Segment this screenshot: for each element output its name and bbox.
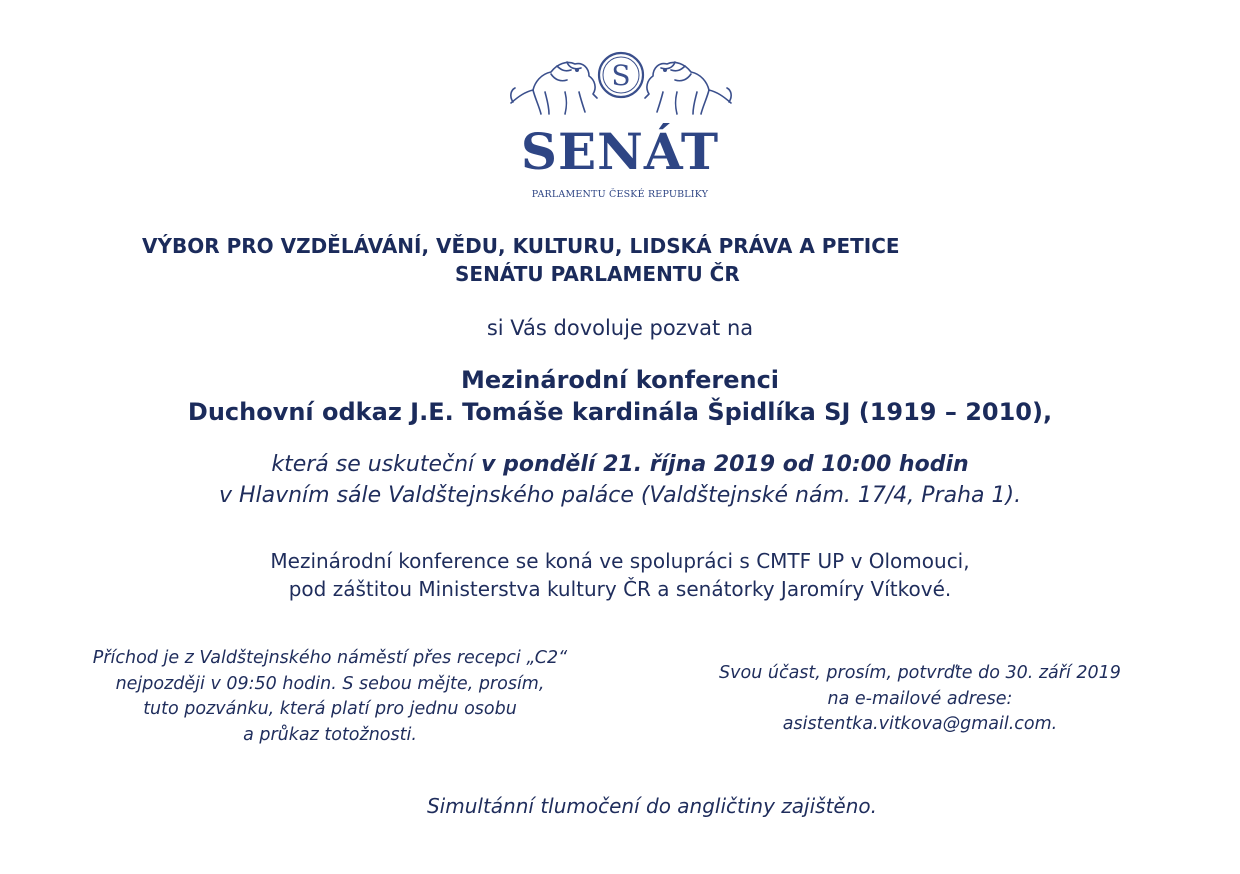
cooperation-line-2: pod záštitou Ministerstva kultury ČR a senátorky Jaromíry Vítkové. (288, 577, 952, 601)
committee-line-2: SENÁTU PARLAMENTU ČR (455, 262, 740, 286)
cooperation-line-1: Mezinárodní konference se koná ve spolupráci s CMTF UP v Olomouci, (270, 549, 970, 573)
rsvp-email[interactable]: asistentka.vitkova@gmail.com. (782, 714, 1058, 734)
schedule-date-line (0, 449, 1240, 480)
arrival-line-2: nejpozději v 09:50 hodin. S sebou mějte, prosím, (115, 673, 545, 694)
conference-title-line-2: Duchovní odkaz J.E. Tomáše kardinála Špidlíka SJ (1919 – 2010), (187, 398, 1053, 426)
rsvp-line-2: na e-mailové adrese: (827, 688, 1013, 709)
conference-title-line-1: Mezinárodní konferenci (460, 366, 780, 394)
emblem-letter: S (611, 59, 631, 92)
invitation-text: si Vás dovoluje pozvat na (486, 316, 754, 340)
schedule-date-time: v pondělí 21. října 2019 od 10:00 hodin (481, 452, 969, 477)
schedule-block (0, 449, 1240, 511)
arrival-line-3: tuto pozvánku, která platí pro jednu osobu (143, 699, 517, 719)
senate-name: SENÁT (520, 122, 720, 181)
conference-title (0, 364, 1240, 428)
left-lion-icon (511, 62, 597, 114)
cooperation-block (0, 547, 1240, 603)
arrival-line-4: a průkaz totožnosti. (243, 724, 417, 745)
schedule-venue: v Hlavním sále Valdštejnského paláce (Valdštejnské nám. 17/4, Praha 1). (218, 483, 1022, 508)
rsvp-block (664, 661, 1176, 738)
interpretation-note: Simultánní tlumočení do angličtiny zajištěno. (426, 794, 877, 818)
arrival-instructions (20, 646, 640, 748)
committee-heading (142, 232, 1042, 288)
arrival-line-1: Příchod je z Valdštejnského náměstí přes recepci „C2“ (92, 648, 568, 668)
senate-emblem (505, 48, 737, 120)
senate-subtitle: PARLAMENTU ČESKÉ REPUBLIKY (531, 189, 709, 200)
committee-line-1: VÝBOR PRO VZDĚLÁVÁNÍ, VĚDU, KULTURU, LIDSKÁ PRÁVA A PETICE (142, 234, 900, 258)
schedule-prefix: která se uskuteční (271, 452, 482, 477)
right-lion-icon (645, 62, 731, 114)
rsvp-line-1: Svou účast, prosím, potvrďte do 30. září 2019 (719, 663, 1121, 683)
